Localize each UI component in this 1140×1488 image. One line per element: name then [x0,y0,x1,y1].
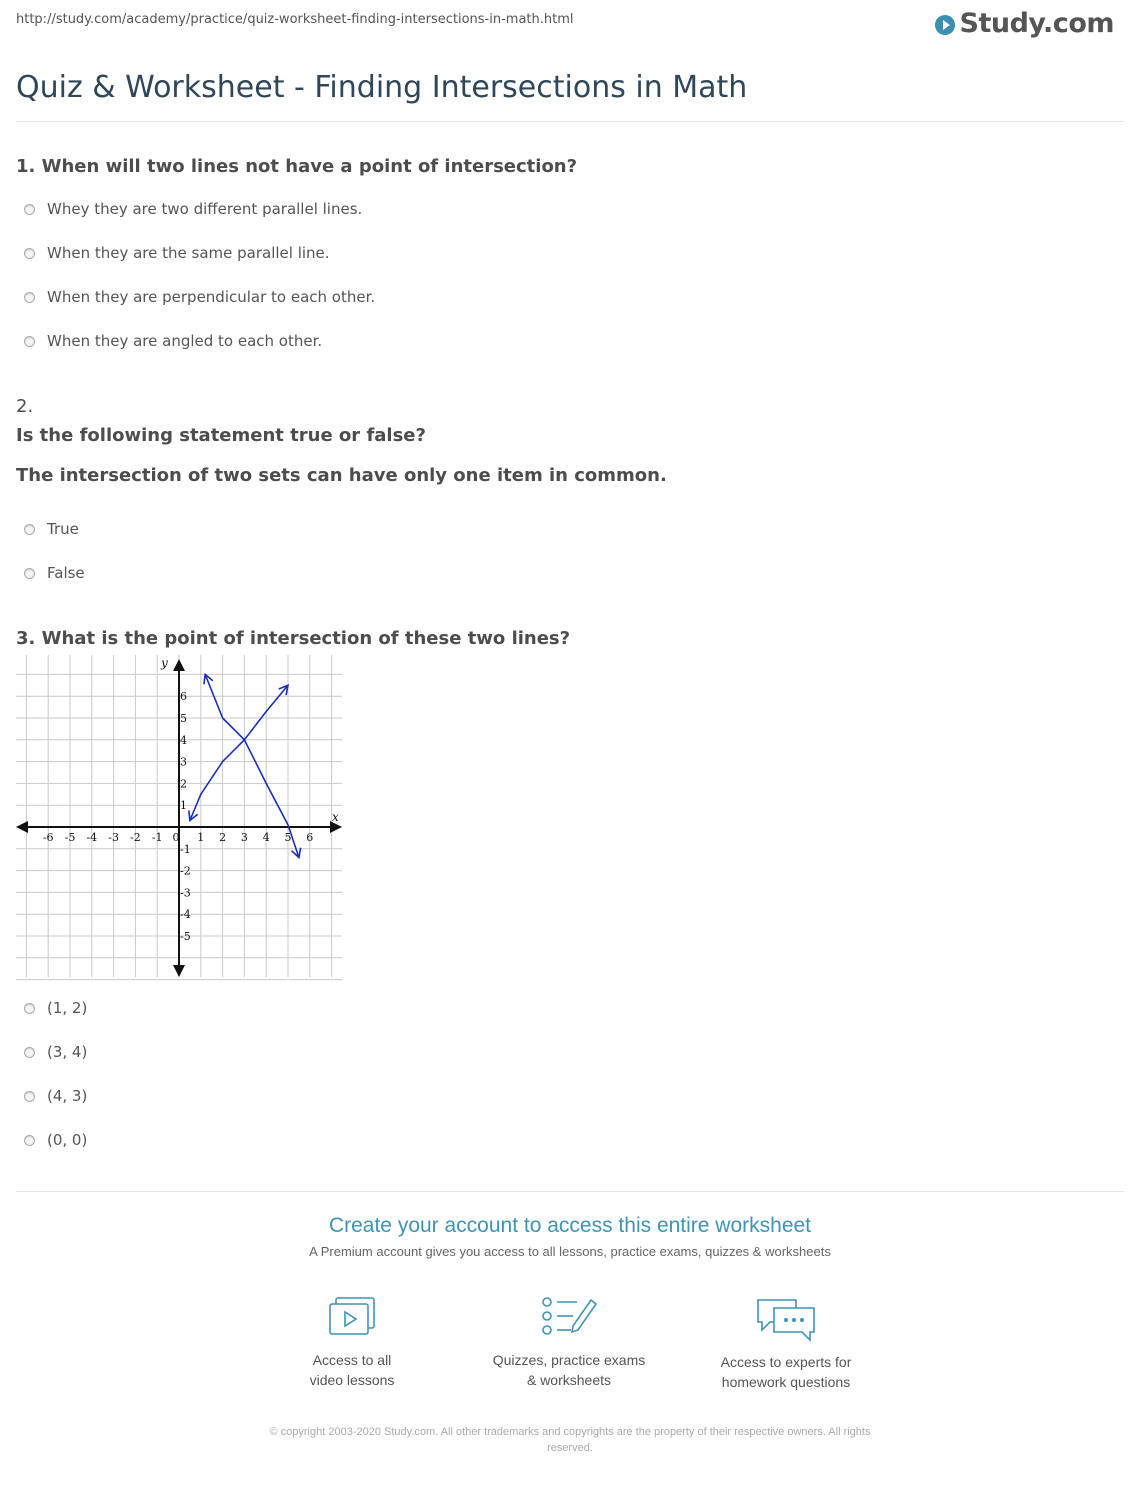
question-1-option-2[interactable] [24,244,330,262]
radio-button[interactable] [24,292,35,303]
question-1-option-4[interactable] [24,332,322,350]
x-tick-label: 0 [172,831,180,844]
y-tick-label: -1 [180,842,191,856]
y-axis-arrow-down [173,965,185,977]
y-axis-label: y [161,656,168,670]
x-tick-label: -3 [108,831,119,844]
question-1-option-1[interactable] [24,200,362,218]
question-3-option-4[interactable] [24,1131,87,1149]
question-3-option-3[interactable] [24,1087,87,1105]
feature-quizzes [469,1296,669,1390]
y-tick-label: 3 [180,755,187,769]
option-label: False [47,564,85,582]
x-tick-label: -4 [86,831,98,844]
question-2-title: Is the following statement true or false? [16,425,426,446]
video-lesson-icon [326,1296,378,1340]
radio-button[interactable] [24,1135,35,1146]
premium-description: A Premium account gives you access to all lessons, practice exams, quizzes & worksheets [309,1244,831,1259]
y-tick-label: 6 [180,690,187,704]
x-tick-label: -5 [64,831,76,844]
y-tick-label: 2 [180,777,187,791]
y-tick-label: -3 [180,886,191,900]
question-3-title: 3. What is the point of intersection of these two lines? [16,628,571,649]
feature-label-line1: Access to experts for [720,1354,852,1370]
x-tick-label: -2 [130,831,141,844]
x-tick-label: 4 [262,831,270,844]
option-label: When they are the same parallel line. [47,244,330,262]
question-2-option-2[interactable] [24,564,85,582]
x-tick-label: 1 [197,831,205,844]
radio-button[interactable] [24,1047,35,1058]
x-tick-label: 5 [284,831,292,844]
option-label: Whey they are two different parallel lines. [47,200,363,218]
y-tick-label: 1 [180,799,187,813]
expert-chat-icon [754,1296,818,1342]
option-label: (4, 3) [47,1087,88,1105]
title-divider [16,121,1124,122]
option-label: When they are perpendicular to each other. [47,288,376,306]
radio-button[interactable] [24,1091,35,1102]
option-label: (1, 2) [47,999,88,1017]
y-tick-label: 4 [180,733,187,747]
section-divider [16,1191,1124,1192]
copyright-footer [210,1424,930,1456]
radio-button[interactable] [24,204,35,215]
study-logo[interactable] [935,8,1114,39]
y-axis-arrow-up [173,659,185,671]
copyright-line1: © copyright 2003-2020 Study.com. All other trademarks and copyrights are the property of their respective owners. All rights [269,1426,871,1438]
y-tick-label: -2 [180,864,191,878]
question-2-number: 2. [16,396,34,417]
x-tick-label: 3 [240,831,248,844]
feature-label-line1: Access to all [312,1352,392,1368]
question-2-option-1[interactable] [24,520,79,538]
intersection-graph [14,653,344,981]
feature-label-line1: Quizzes, practice exams [492,1352,646,1368]
radio-button[interactable] [24,336,35,347]
question-2-statement: The intersection of two sets can have only one item in common. [16,465,667,486]
x-tick-label: 2 [219,831,227,844]
question-3-option-2[interactable] [24,1043,87,1061]
option-label: (3, 4) [47,1043,88,1061]
x-tick-label: 6 [306,831,314,844]
y-tick-label: 5 [180,712,187,725]
feature-experts [686,1296,886,1392]
radio-button[interactable] [24,248,35,259]
question-1-title: 1. When will two lines not have a point of intersection? [16,156,578,177]
question-1-option-3[interactable] [24,288,375,306]
radio-button[interactable] [24,1003,35,1014]
page-title: Quiz & Worksheet - Finding Intersections in Math [16,70,748,105]
question-3-option-1[interactable] [24,999,87,1017]
feature-label-line2: homework questions [721,1374,851,1390]
play-logo-icon [935,15,955,35]
feature-video-lessons [252,1296,452,1390]
x-tick-label: -6 [42,831,54,844]
option-label: True [47,520,79,538]
quiz-checklist-icon [539,1296,599,1340]
radio-button[interactable] [24,524,35,535]
feature-label-line2: & worksheets [526,1372,612,1388]
logo-text: Study.com [959,8,1114,39]
create-account-link[interactable]: Create your account to access this entire worksheet [328,1214,812,1237]
copyright-line2: reserved. [547,1442,593,1454]
radio-button[interactable] [24,568,35,579]
x-axis-label: x [332,810,339,824]
option-label: When they are angled to each other. [47,332,323,350]
x-axis-arrow-left [16,821,28,833]
option-label: (0, 0) [47,1131,88,1149]
series-line-1 [190,685,288,820]
feature-label-line2: video lessons [309,1372,395,1388]
x-tick-label: -1 [151,831,163,844]
page-url[interactable]: http://study.com/academy/practice/quiz-worksheet-finding-intersections-in-math.html [16,12,574,27]
y-tick-label: -4 [180,908,191,922]
y-tick-label: -5 [180,930,191,943]
